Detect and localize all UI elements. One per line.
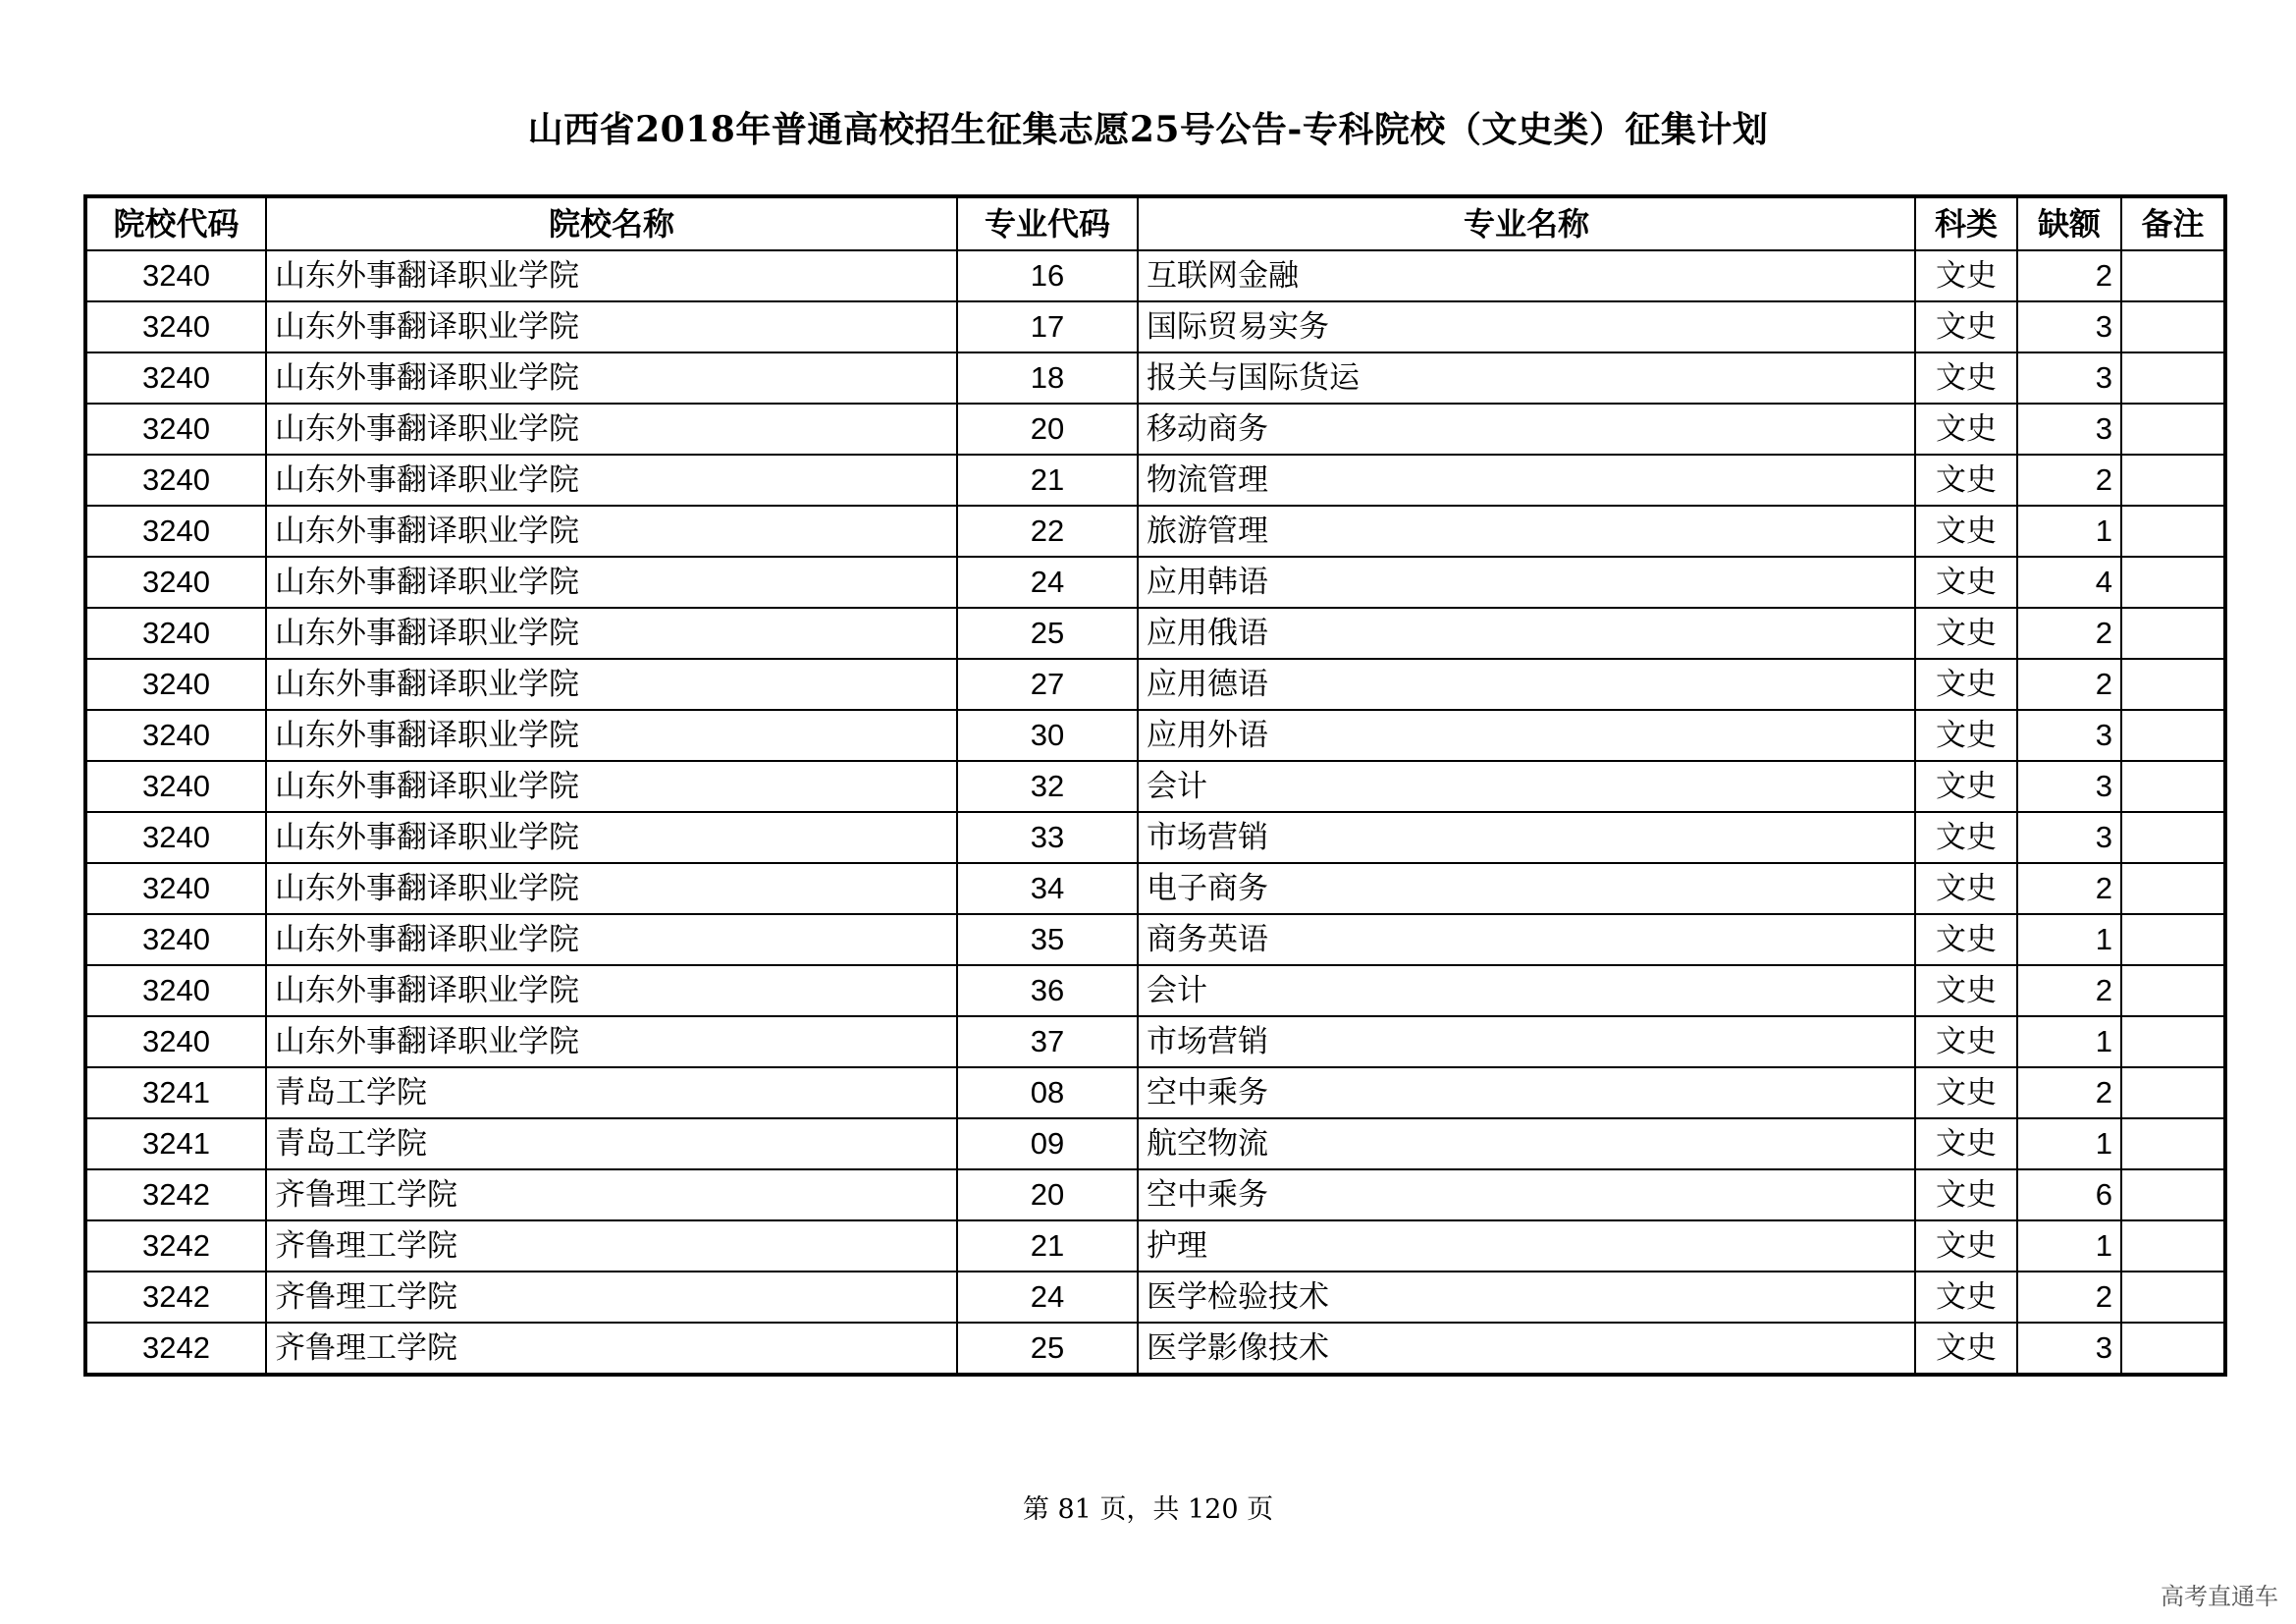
header-category: 科类 [1915, 196, 2017, 250]
cell-category: 文史 [1915, 250, 2017, 301]
cell-major-name: 医学影像技术 [1138, 1323, 1915, 1375]
table-row [85, 1272, 2225, 1323]
cell-category: 文史 [1915, 1323, 2017, 1375]
table-row [85, 863, 2225, 914]
table-row [85, 506, 2225, 557]
cell-school-code: 3242 [85, 1323, 266, 1375]
table-row [85, 455, 2225, 506]
cell-category: 文史 [1915, 1067, 2017, 1118]
cell-major-name: 空中乘务 [1138, 1067, 1915, 1118]
cell-school-code: 3241 [85, 1118, 266, 1169]
cell-major-code: 24 [957, 557, 1138, 608]
cell-remarks [2121, 761, 2225, 812]
cell-school-name: 山东外事翻译职业学院 [266, 659, 957, 710]
cell-vacancy: 3 [2017, 404, 2121, 455]
cell-category: 文史 [1915, 965, 2017, 1016]
cell-school-name: 山东外事翻译职业学院 [266, 557, 957, 608]
cell-remarks [2121, 455, 2225, 506]
table-row [85, 608, 2225, 659]
table-row [85, 557, 2225, 608]
cell-school-name: 青岛工学院 [266, 1118, 957, 1169]
cell-school-name: 山东外事翻译职业学院 [266, 250, 957, 301]
cell-major-name: 物流管理 [1138, 455, 1915, 506]
cell-category: 文史 [1915, 863, 2017, 914]
cell-school-name: 齐鲁理工学院 [266, 1169, 957, 1220]
cell-school-code: 3240 [85, 301, 266, 352]
table-row [85, 250, 2225, 301]
cell-school-code: 3240 [85, 404, 266, 455]
cell-remarks [2121, 1169, 2225, 1220]
cell-vacancy: 2 [2017, 659, 2121, 710]
cell-category: 文史 [1915, 1118, 2017, 1169]
cell-school-code: 3240 [85, 761, 266, 812]
header-school-name: 院校名称 [266, 196, 957, 250]
cell-remarks [2121, 404, 2225, 455]
cell-major-name: 互联网金融 [1138, 250, 1915, 301]
cell-category: 文史 [1915, 1169, 2017, 1220]
cell-vacancy: 1 [2017, 506, 2121, 557]
cell-major-code: 25 [957, 1323, 1138, 1375]
cell-category: 文史 [1915, 761, 2017, 812]
cell-school-code: 3241 [85, 1067, 266, 1118]
table-row [85, 301, 2225, 352]
table-row [85, 1323, 2225, 1375]
cell-remarks [2121, 1220, 2225, 1272]
cell-vacancy: 2 [2017, 863, 2121, 914]
cell-vacancy: 1 [2017, 1016, 2121, 1067]
cell-major-name: 会计 [1138, 965, 1915, 1016]
cell-school-code: 3240 [85, 659, 266, 710]
page-footer: 第 81 页，共 120 页 [1022, 1494, 1274, 1525]
cell-school-code: 3240 [85, 812, 266, 863]
cell-vacancy: 1 [2017, 914, 2121, 965]
cell-remarks [2121, 506, 2225, 557]
cell-school-code: 3242 [85, 1272, 266, 1323]
cell-major-code: 22 [957, 506, 1138, 557]
cell-category: 文史 [1915, 455, 2017, 506]
cell-school-code: 3242 [85, 1169, 266, 1220]
cell-school-code: 3240 [85, 914, 266, 965]
table-row [85, 761, 2225, 812]
page-title: 山西省2018年普通高校招生征集志愿25号公告-专科院校（文史类）征集计划 [527, 109, 1769, 150]
cell-major-code: 35 [957, 914, 1138, 965]
cell-remarks [2121, 812, 2225, 863]
cell-remarks [2121, 250, 2225, 301]
cell-school-name: 山东外事翻译职业学院 [266, 608, 957, 659]
cell-school-code: 3240 [85, 965, 266, 1016]
cell-school-name: 山东外事翻译职业学院 [266, 863, 957, 914]
cell-vacancy: 3 [2017, 710, 2121, 761]
table-row [85, 914, 2225, 965]
cell-school-code: 3240 [85, 557, 266, 608]
cell-vacancy: 2 [2017, 608, 2121, 659]
watermark: 高考直通车 [2161, 1583, 2278, 1610]
cell-major-name: 应用外语 [1138, 710, 1915, 761]
cell-category: 文史 [1915, 404, 2017, 455]
cell-major-name: 国际贸易实务 [1138, 301, 1915, 352]
cell-category: 文史 [1915, 1016, 2017, 1067]
cell-school-name: 齐鲁理工学院 [266, 1323, 957, 1375]
cell-school-code: 3240 [85, 506, 266, 557]
cell-vacancy: 3 [2017, 352, 2121, 404]
cell-remarks [2121, 710, 2225, 761]
cell-major-code: 20 [957, 404, 1138, 455]
cell-school-code: 3240 [85, 250, 266, 301]
table-row [85, 1016, 2225, 1067]
cell-remarks [2121, 1067, 2225, 1118]
cell-major-code: 21 [957, 1220, 1138, 1272]
cell-category: 文史 [1915, 1220, 2017, 1272]
header-school-code: 院校代码 [85, 196, 266, 250]
cell-vacancy: 3 [2017, 301, 2121, 352]
cell-school-name: 齐鲁理工学院 [266, 1272, 957, 1323]
cell-school-name: 山东外事翻译职业学院 [266, 506, 957, 557]
cell-school-code: 3240 [85, 1016, 266, 1067]
cell-category: 文史 [1915, 506, 2017, 557]
cell-major-code: 32 [957, 761, 1138, 812]
cell-vacancy: 4 [2017, 557, 2121, 608]
cell-vacancy: 3 [2017, 812, 2121, 863]
cell-school-code: 3240 [85, 455, 266, 506]
cell-category: 文史 [1915, 557, 2017, 608]
cell-vacancy: 1 [2017, 1220, 2121, 1272]
cell-vacancy: 2 [2017, 1272, 2121, 1323]
cell-remarks [2121, 352, 2225, 404]
cell-major-name: 航空物流 [1138, 1118, 1915, 1169]
cell-school-name: 山东外事翻译职业学院 [266, 455, 957, 506]
cell-major-code: 16 [957, 250, 1138, 301]
table-row [85, 1169, 2225, 1220]
header-vacancy: 缺额 [2017, 196, 2121, 250]
table-header-row [85, 196, 2225, 250]
cell-remarks [2121, 965, 2225, 1016]
cell-major-code: 18 [957, 352, 1138, 404]
cell-major-name: 商务英语 [1138, 914, 1915, 965]
cell-major-name: 应用俄语 [1138, 608, 1915, 659]
cell-school-name: 山东外事翻译职业学院 [266, 761, 957, 812]
cell-major-code: 25 [957, 608, 1138, 659]
cell-school-name: 山东外事翻译职业学院 [266, 404, 957, 455]
cell-vacancy: 2 [2017, 455, 2121, 506]
cell-vacancy: 3 [2017, 761, 2121, 812]
cell-major-code: 37 [957, 1016, 1138, 1067]
table-row [85, 1118, 2225, 1169]
cell-school-name: 山东外事翻译职业学院 [266, 1016, 957, 1067]
cell-category: 文史 [1915, 914, 2017, 965]
header-major-code: 专业代码 [957, 196, 1138, 250]
header-major-name: 专业名称 [1138, 196, 1915, 250]
cell-vacancy: 2 [2017, 965, 2121, 1016]
cell-major-name: 报关与国际货运 [1138, 352, 1915, 404]
cell-major-name: 市场营销 [1138, 812, 1915, 863]
cell-remarks [2121, 1323, 2225, 1375]
cell-school-name: 山东外事翻译职业学院 [266, 352, 957, 404]
cell-remarks [2121, 1016, 2225, 1067]
cell-major-name: 电子商务 [1138, 863, 1915, 914]
cell-category: 文史 [1915, 352, 2017, 404]
cell-vacancy: 1 [2017, 1118, 2121, 1169]
cell-remarks [2121, 914, 2225, 965]
cell-school-code: 3240 [85, 608, 266, 659]
cell-major-name: 应用德语 [1138, 659, 1915, 710]
cell-category: 文史 [1915, 659, 2017, 710]
cell-school-code: 3240 [85, 863, 266, 914]
cell-vacancy: 6 [2017, 1169, 2121, 1220]
cell-school-name: 齐鲁理工学院 [266, 1220, 957, 1272]
cell-category: 文史 [1915, 1272, 2017, 1323]
cell-major-name: 会计 [1138, 761, 1915, 812]
cell-major-code: 27 [957, 659, 1138, 710]
cell-school-name: 山东外事翻译职业学院 [266, 301, 957, 352]
table-row [85, 352, 2225, 404]
cell-category: 文史 [1915, 608, 2017, 659]
cell-major-name: 应用韩语 [1138, 557, 1915, 608]
cell-major-code: 21 [957, 455, 1138, 506]
table-row [85, 812, 2225, 863]
cell-remarks [2121, 659, 2225, 710]
cell-category: 文史 [1915, 301, 2017, 352]
cell-school-code: 3240 [85, 710, 266, 761]
cell-vacancy: 3 [2017, 1323, 2121, 1375]
cell-school-name: 山东外事翻译职业学院 [266, 710, 957, 761]
cell-school-code: 3242 [85, 1220, 266, 1272]
cell-vacancy: 2 [2017, 250, 2121, 301]
cell-major-code: 30 [957, 710, 1138, 761]
cell-school-name: 青岛工学院 [266, 1067, 957, 1118]
cell-school-name: 山东外事翻译职业学院 [266, 965, 957, 1016]
cell-school-name: 山东外事翻译职业学院 [266, 914, 957, 965]
cell-category: 文史 [1915, 812, 2017, 863]
cell-school-code: 3240 [85, 352, 266, 404]
table-row [85, 965, 2225, 1016]
table-row [85, 404, 2225, 455]
cell-major-code: 08 [957, 1067, 1138, 1118]
cell-remarks [2121, 1272, 2225, 1323]
cell-remarks [2121, 1118, 2225, 1169]
table-row [85, 710, 2225, 761]
cell-major-name: 医学检验技术 [1138, 1272, 1915, 1323]
cell-remarks [2121, 301, 2225, 352]
cell-major-code: 34 [957, 863, 1138, 914]
cell-school-name: 山东外事翻译职业学院 [266, 812, 957, 863]
table-row [85, 659, 2225, 710]
header-remarks: 备注 [2121, 196, 2225, 250]
table-row [85, 1067, 2225, 1118]
cell-major-code: 09 [957, 1118, 1138, 1169]
cell-major-code: 20 [957, 1169, 1138, 1220]
cell-major-name: 市场营销 [1138, 1016, 1915, 1067]
cell-remarks [2121, 608, 2225, 659]
cell-major-code: 33 [957, 812, 1138, 863]
cell-remarks [2121, 557, 2225, 608]
cell-vacancy: 2 [2017, 1067, 2121, 1118]
cell-major-name: 移动商务 [1138, 404, 1915, 455]
cell-remarks [2121, 863, 2225, 914]
cell-major-name: 空中乘务 [1138, 1169, 1915, 1220]
cell-major-code: 17 [957, 301, 1138, 352]
cell-major-code: 24 [957, 1272, 1138, 1323]
table-body [85, 250, 2225, 1375]
cell-major-name: 旅游管理 [1138, 506, 1915, 557]
table-row [85, 1220, 2225, 1272]
cell-category: 文史 [1915, 710, 2017, 761]
cell-major-code: 36 [957, 965, 1138, 1016]
enrollment-plan-table [83, 194, 2227, 1377]
cell-major-name: 护理 [1138, 1220, 1915, 1272]
